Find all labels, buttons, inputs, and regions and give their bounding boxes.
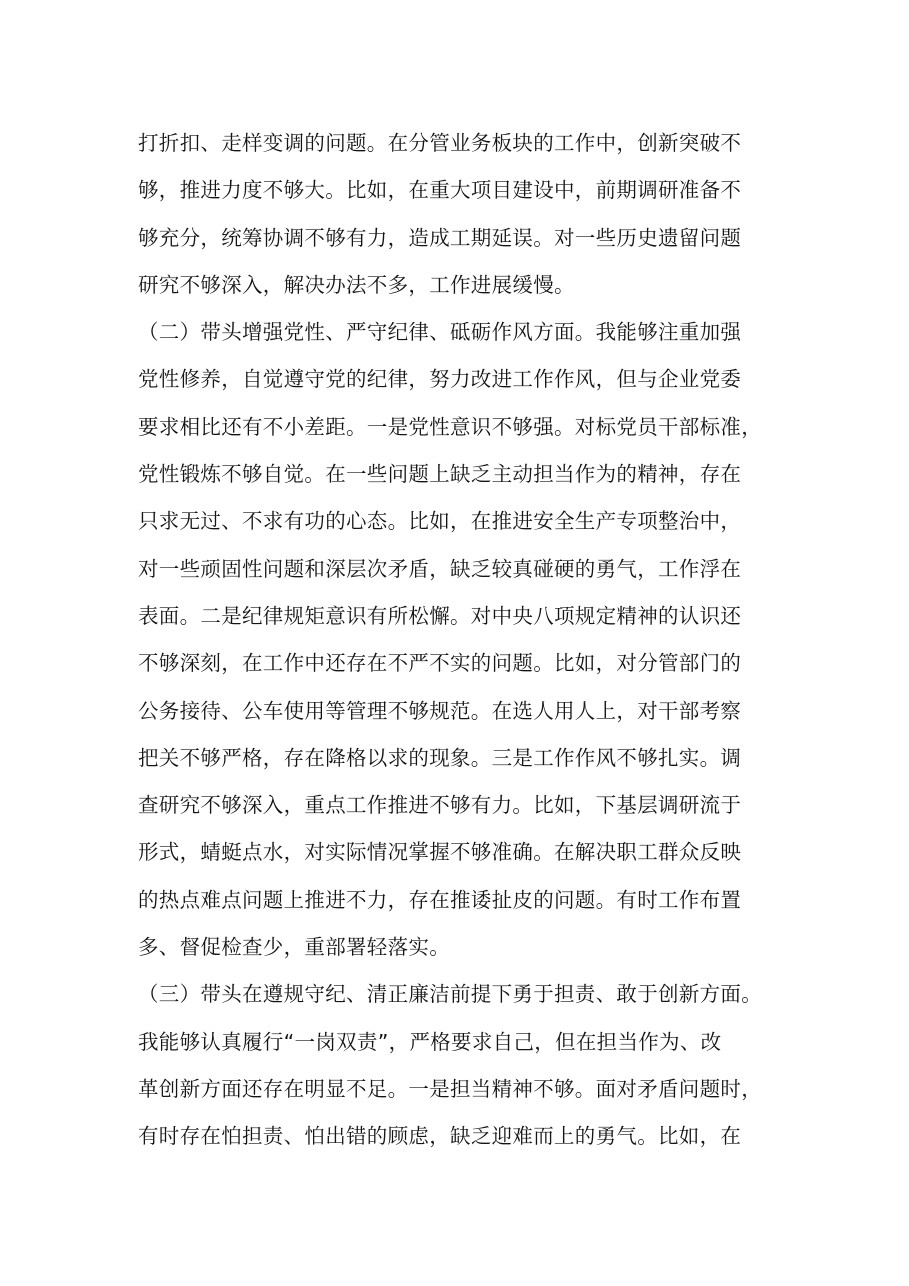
text-line: 要求相比还有不小差距。一是党性意识不够强。对标党员干部标准， — [138, 414, 762, 439]
text-line: 公务接待、公车使用等管理不够规范。在选人用人上，对干部考察 — [138, 698, 742, 723]
text-line: 革创新方面还存在明显不足。一是担当精神不够。面对矛盾问题时， — [138, 1076, 762, 1101]
text-line: 我能够认真履行“一岗双责”，严格要求自己，但在担当作为、改 — [138, 1029, 722, 1054]
text-line: 对一些顽固性问题和深层次矛盾，缺乏较真碰硬的勇气，工作浮在 — [138, 556, 742, 581]
text-line: 多、督促检查少，重部署轻落实。 — [138, 935, 450, 960]
section-heading-line: （二）带头增强党性、严守纪律、砥砺作风方面。我能够注重加强 — [138, 320, 742, 345]
section-heading-line: （三）带头在遵规守纪、清正廉洁前提下勇于担责、敢于创新方面。 — [138, 982, 762, 1007]
text-line: 的热点难点问题上推进不力，存在推诿扯皮的问题。有时工作布置 — [138, 887, 742, 912]
text-line: 形式，蜻蜓点水，对实际情况掌握不够准确。在解决职工群众反映 — [138, 840, 742, 865]
text-line: 有时存在怕担责、怕出错的顾虑，缺乏迎难而上的勇气。比如，在 — [138, 1124, 742, 1149]
text-line: 只求无过、不求有功的心态。比如，在推进安全生产专项整治中， — [138, 509, 742, 534]
text-line: 研究不够深入，解决办法不多，工作进展缓慢。 — [138, 272, 575, 297]
document-body — [138, 120, 798, 1161]
text-line: 把关不够严格，存在降格以求的现象。三是工作作风不够扎实。调 — [138, 745, 742, 770]
text-line: 不够深刻，在工作中还存在不严不实的问题。比如，对分管部门的 — [138, 651, 742, 676]
text-line: 查研究不够深入，重点工作推进不够有力。比如，下基层调研流于 — [138, 793, 742, 818]
text-line: 打折扣、走样变调的问题。在分管业务板块的工作中，创新突破不 — [138, 131, 742, 155]
text-line: 够充分，统筹协调不够有力，造成工期延误。对一些历史遗留问题 — [138, 225, 742, 250]
text-line: 够，推进力度不够大。比如，在重大项目建设中，前期调研准备不 — [138, 178, 742, 203]
text-line: 党性修养，自觉遵守党的纪律，努力改进工作作风，但与企业党委 — [138, 367, 742, 392]
text-line: 表面。二是纪律规矩意识有所松懈。对中央八项规定精神的认识还 — [138, 603, 742, 628]
text-line: 党性锻炼不够自觉。在一些问题上缺乏主动担当作为的精神，存在 — [138, 462, 742, 487]
